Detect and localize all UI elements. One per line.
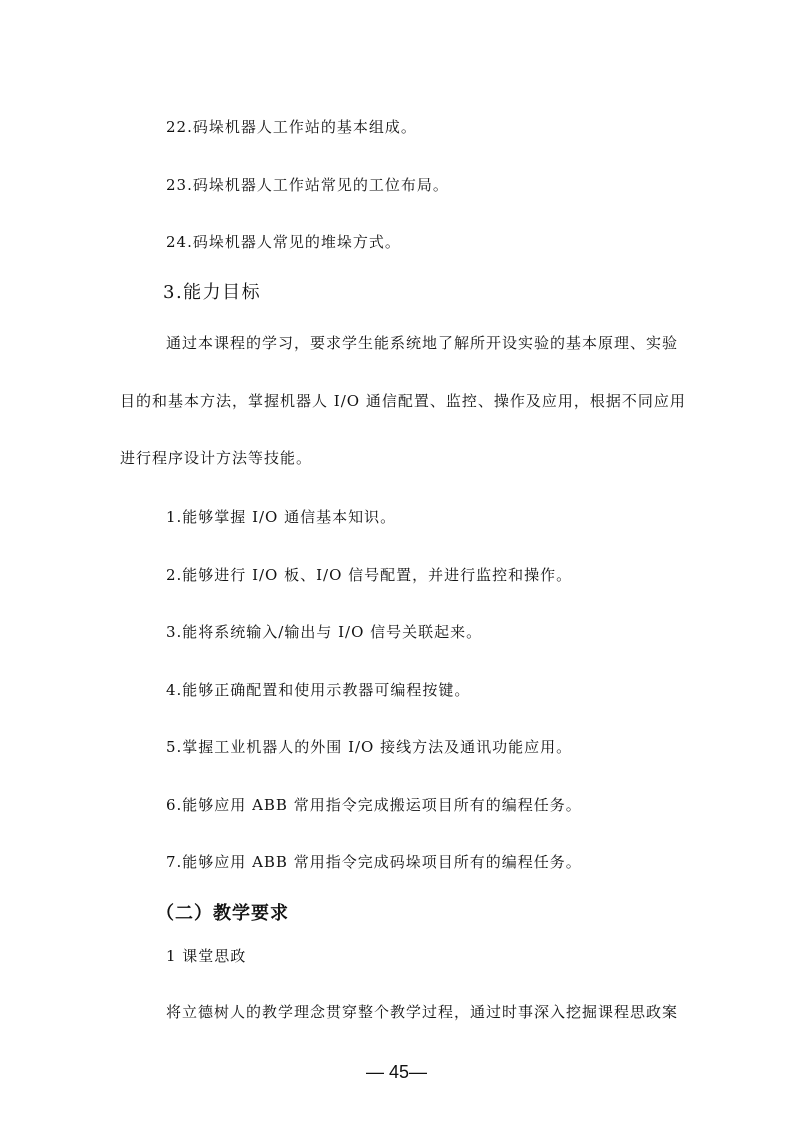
list-item: 5.掌握工业机器人的外围 I/O 接线方法及通讯功能应用。 <box>166 738 573 756</box>
paragraph-line: 通过本课程的学习，要求学生能系统地了解所开设实验的基本原理、实验 <box>166 334 679 352</box>
list-item: 6.能够应用 ABB 常用指令完成搬运项目所有的编程任务。 <box>166 796 582 814</box>
list-item: 7.能够应用 ABB 常用指令完成码垛项目所有的编程任务。 <box>166 853 582 871</box>
subheading: 1 课堂思政 <box>166 947 247 965</box>
list-item: 2.能够进行 I/O 板、I/O 信号配置，并进行监控和操作。 <box>166 566 573 584</box>
list-item: 3.能将系统输入/输出与 I/O 信号关联起来。 <box>166 623 483 641</box>
list-item: 4.能够正确配置和使用示教器可编程按键。 <box>166 681 471 699</box>
list-item: 24.码垛机器人常见的堆垛方式。 <box>166 233 401 251</box>
paragraph-line: 将立德树人的教学理念贯穿整个教学过程，通过时事深入挖掘课程思政案 <box>166 1003 679 1021</box>
paragraph-line: 目的和基本方法，掌握机器人 I/O 通信配置、监控、操作及应用，根据不同应用 <box>120 392 686 410</box>
list-item: 1.能够掌握 I/O 通信基本知识。 <box>166 508 397 526</box>
section-title: （二）教学要求 <box>156 903 289 924</box>
ability-heading: 3.能力目标 <box>163 282 262 303</box>
list-item: 23.码垛机器人工作站常见的工位布局。 <box>166 176 449 194</box>
paragraph-line: 进行程序设计方法等技能。 <box>120 449 313 467</box>
list-item: 22.码垛机器人工作站的基本组成。 <box>166 118 417 136</box>
page-number: — 45— <box>365 1062 428 1082</box>
